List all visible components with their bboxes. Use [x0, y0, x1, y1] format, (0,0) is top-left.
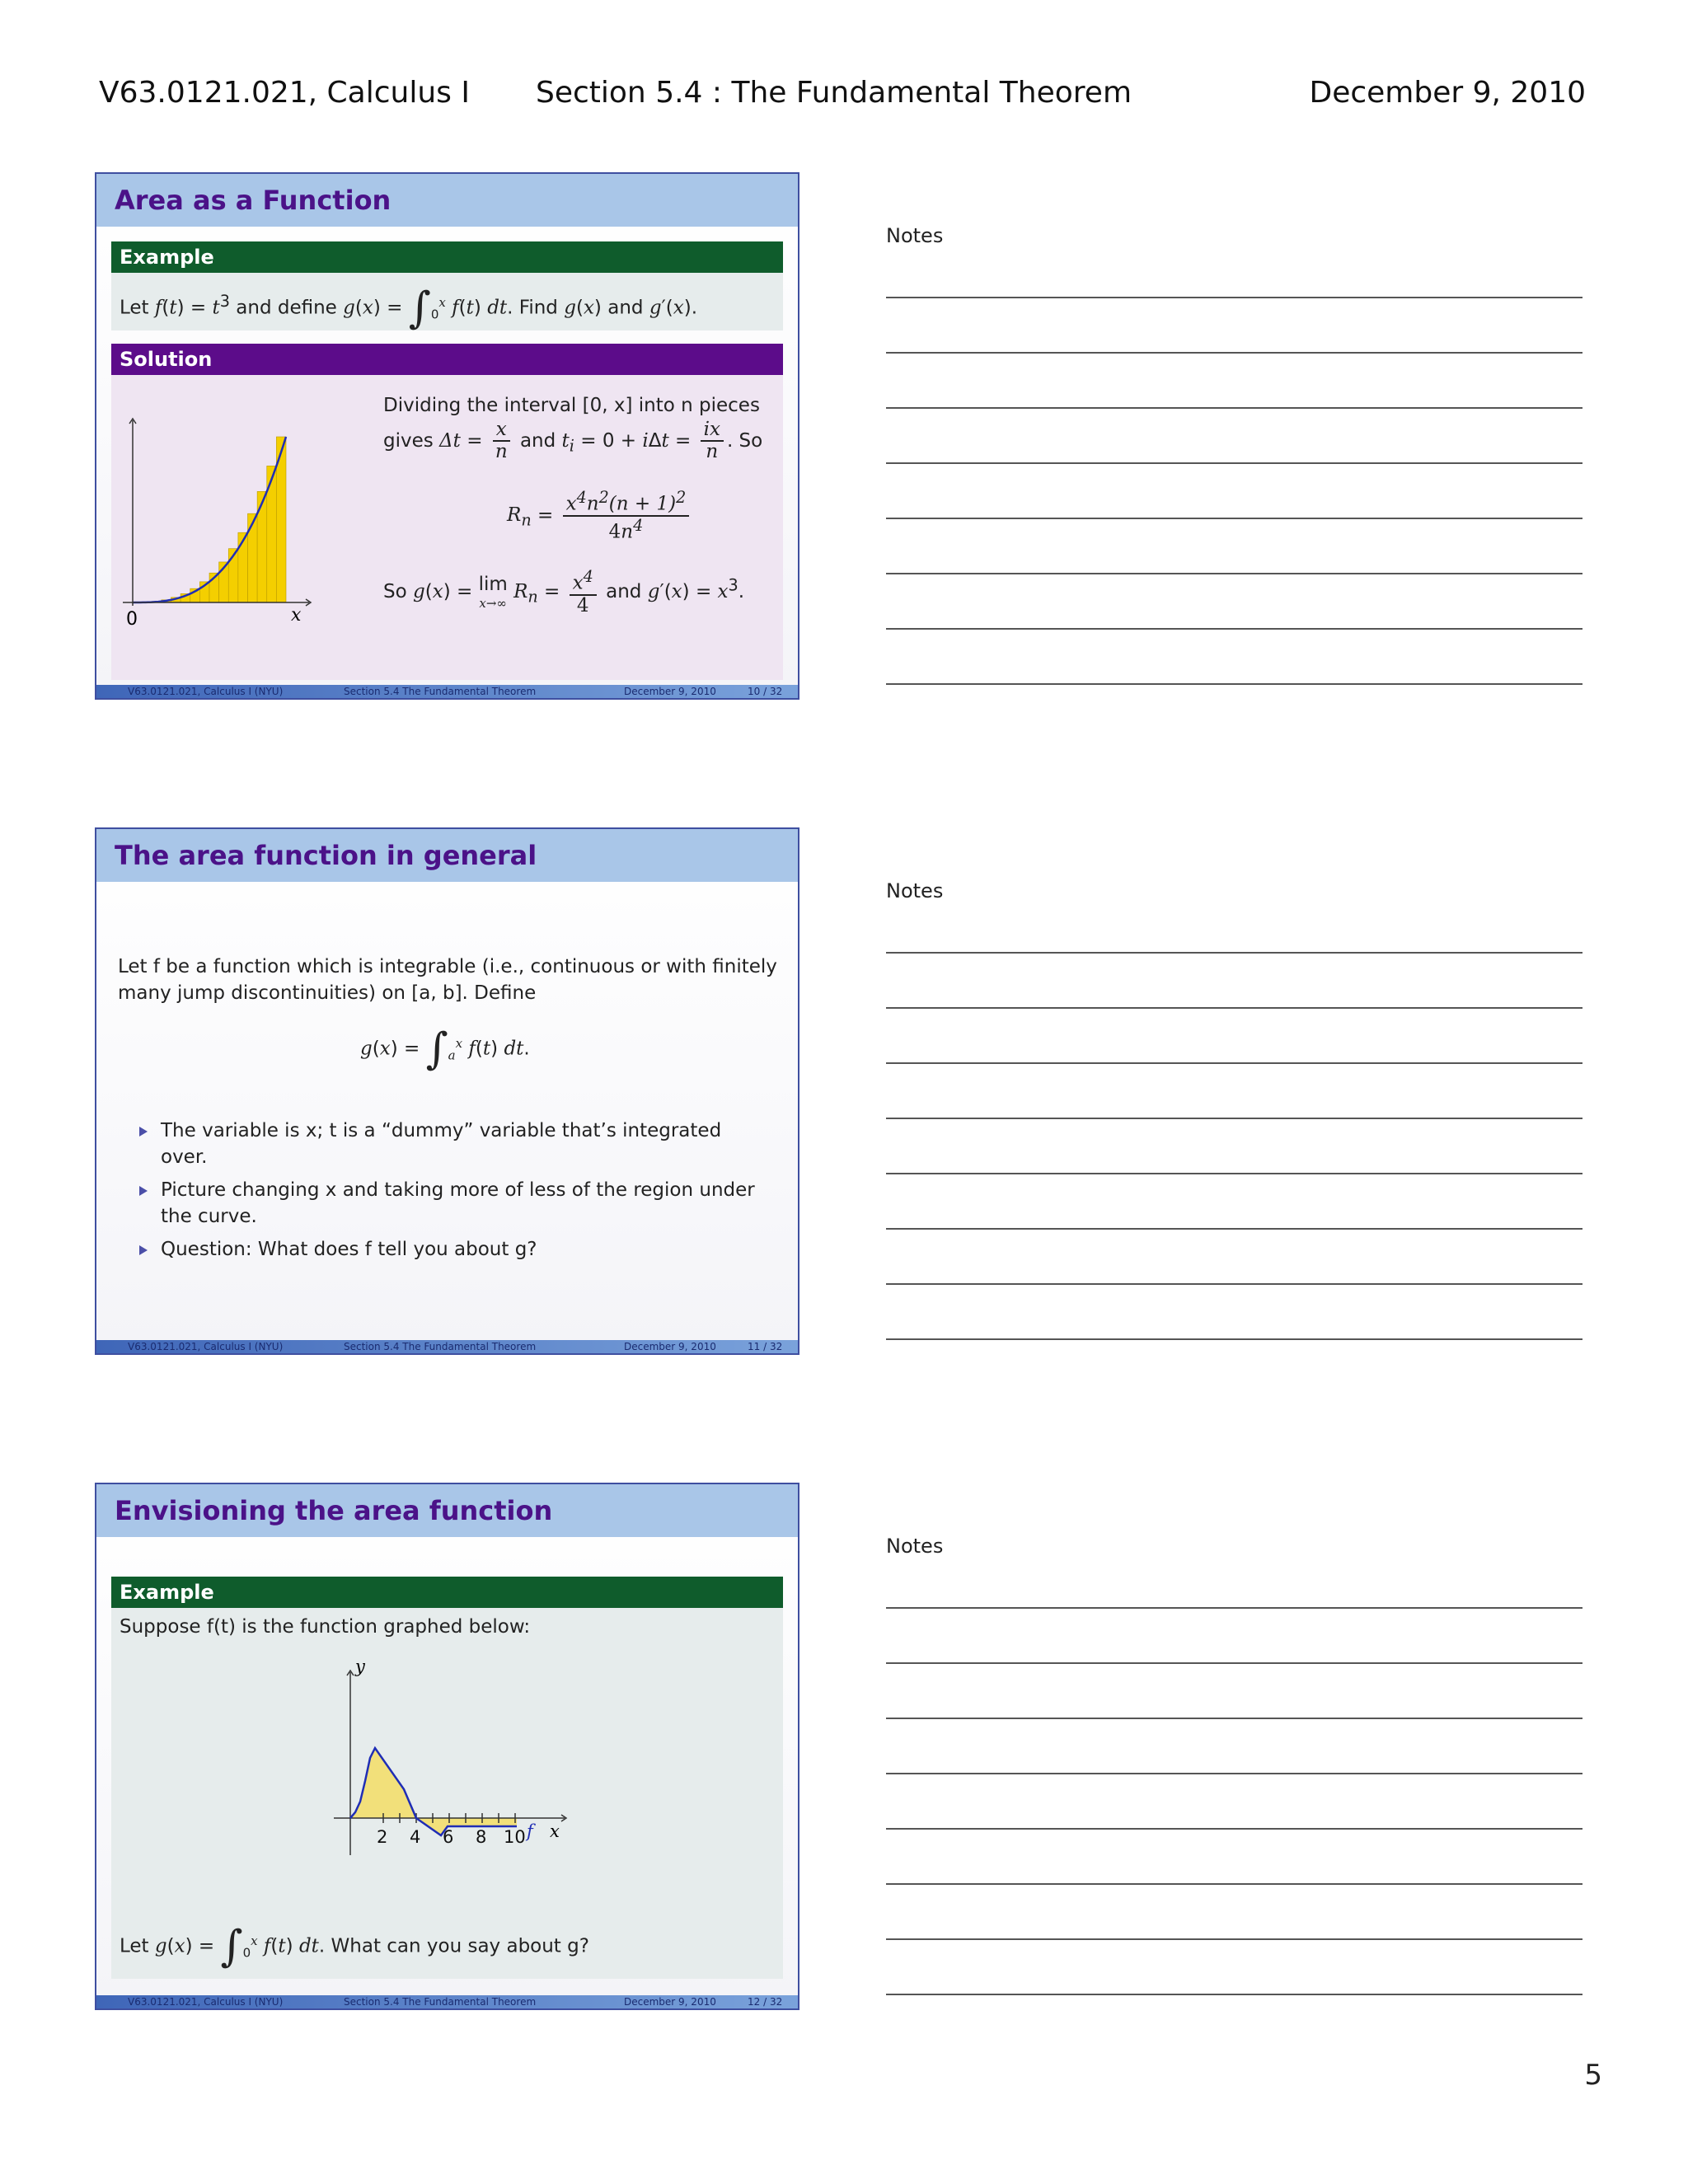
slide-title: Envisioning the area function [96, 1484, 798, 1537]
note-line [886, 952, 1582, 954]
area-function-formula: $g(x) = \int_a^x$ f(t) dt. [360, 1024, 530, 1074]
note-line [886, 1938, 1582, 1940]
slide-footer: V63.0121.021, Calculus I (NYU) Section 5.4 The Fundamental Theorem December 9, 2010 11 / 32 [96, 1340, 798, 1353]
slide-envisioning-area-function [95, 1483, 799, 2010]
riemann-bars [133, 437, 286, 602]
tick-label: 6 [443, 1827, 454, 1847]
example-statement: Let $f(t) = t^3$ and define $g(x) = \int_0^x$ f(t) dt. Find g(x) and g′(x). [120, 284, 698, 333]
example-block-body [111, 1608, 783, 1979]
example-intro: Suppose f(t) is the function graphed below: [120, 1616, 531, 1638]
note-line [886, 1228, 1582, 1230]
solution-conclusion: So g(x) = lim x→∞ $R_n$ = $\frac{x^4}{4}$ and $g'(x) = x^3$. [383, 567, 745, 616]
slide-area-function-general [95, 827, 799, 1355]
riemann-bar [238, 532, 248, 602]
page-header-date: December 9, 2010 [1309, 76, 1586, 110]
tick-label: 2 [377, 1827, 388, 1847]
note-line [886, 1883, 1582, 1885]
slide-title: The area function in general [96, 829, 798, 882]
note-line [886, 1118, 1582, 1119]
function-label: f [527, 1821, 533, 1841]
piecewise-function-graph [326, 1657, 589, 1855]
note-line [886, 1662, 1582, 1664]
note-line [886, 1773, 1582, 1774]
page-number: 5 [1584, 2059, 1602, 2092]
bullet-item: The variable is x; t is a “dummy” variable that’s integrated over. [136, 1118, 762, 1170]
note-line [886, 462, 1582, 464]
slide-area-as-function [95, 172, 799, 700]
note-line [886, 628, 1582, 630]
note-line [886, 683, 1582, 685]
bullet-item: Picture changing x and taking more of less of the region under the curve. [136, 1177, 762, 1230]
solution-line-1: Dividing the interval [0, x] into n pieces [383, 395, 760, 416]
page-header-section: Section 5.4 : The Fundamental Theorem [536, 76, 1132, 110]
tick-label: 4 [410, 1827, 421, 1847]
y-axis-label: y [355, 1657, 365, 1676]
riemann-bar [248, 513, 258, 602]
notes-label: Notes [886, 224, 944, 247]
solution-block-header: Solution [111, 344, 783, 375]
definition-line-2: many jump discontinuities) on [a, b]. Define [118, 982, 537, 1004]
example-block-header: Example [111, 1577, 783, 1608]
note-line [886, 1994, 1582, 1995]
note-line [886, 1607, 1582, 1609]
solution-block-body [111, 375, 783, 680]
example-block-header: Example [111, 241, 783, 273]
note-line [886, 407, 1582, 409]
note-line [886, 1062, 1582, 1064]
note-line [886, 518, 1582, 519]
page-header-course: V63.0121.021, Calculus I [99, 76, 470, 110]
tick-label: 10 [504, 1827, 526, 1847]
slide-title: Area as a Function [96, 174, 798, 227]
note-line [886, 1173, 1582, 1174]
slide-footer: V63.0121.021, Calculus I (NYU) Section 5.4 The Fundamental Theorem December 9, 2010 12 / 32 [96, 1995, 798, 2008]
note-line [886, 1718, 1582, 1719]
note-line [886, 1007, 1582, 1009]
example-block-body [111, 273, 783, 333]
riemann-sum-graph [111, 375, 317, 655]
graph-x-label: x [291, 605, 302, 626]
example-closing: Let $g(x) = \int_0^x$ f(t) dt. What can you say about g? [120, 1922, 589, 1971]
bullet-list [136, 1118, 762, 1269]
note-line [886, 297, 1582, 298]
slide-footer: V63.0121.021, Calculus I (NYU) Section 5.4 The Fundamental Theorem December 9, 2010 10 / 32 [96, 685, 798, 698]
definition-line-1: Let f be a function which is integrable (i.e., continuous or with finitely [118, 956, 777, 977]
notes-label: Notes [886, 879, 944, 902]
solution-line-2: gives Δt = $\frac{x}{n}$ and $t_i = 0 + i\Delta t$ = $\frac{ix}{n}$ . So [383, 419, 763, 463]
note-line [886, 1283, 1582, 1285]
graph-origin-label: 0 [126, 609, 138, 630]
notes-label: Notes [886, 1535, 944, 1558]
riemann-sum-formula: $R_n$ = $\frac{x^4n^2(n + 1)^2}{4n^4}$ [507, 489, 692, 543]
bullet-item: Question: What does f tell you about g? [136, 1236, 762, 1263]
note-line [886, 1338, 1582, 1340]
tick-label: 8 [476, 1827, 487, 1847]
note-line [886, 1828, 1582, 1830]
x-axis-label: x [550, 1821, 560, 1841]
note-line [886, 573, 1582, 574]
note-line [886, 352, 1582, 354]
